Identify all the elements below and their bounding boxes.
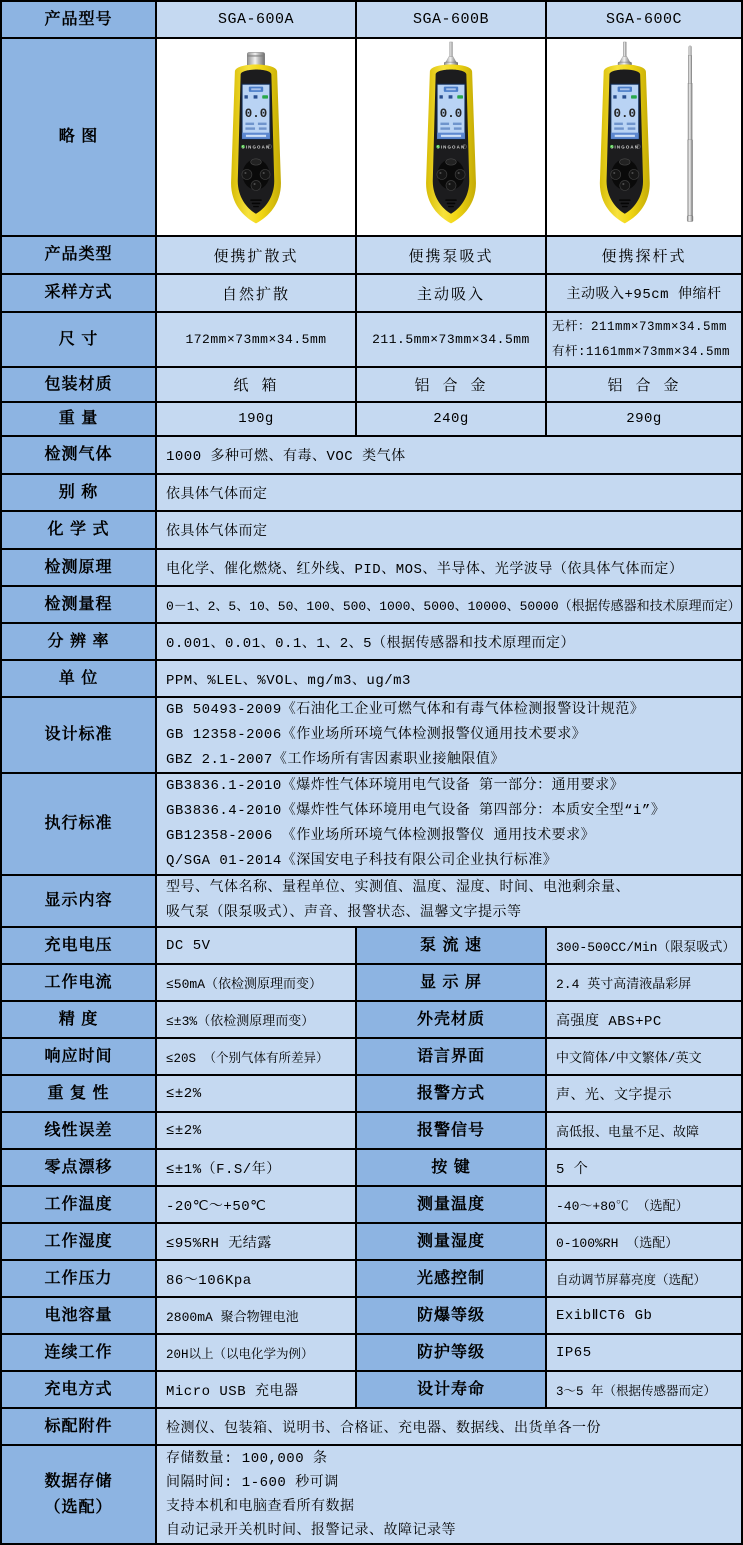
row-zero-drift-buttons [2, 1150, 743, 1187]
row-sampling-method [2, 275, 743, 313]
dimensions-c-with-rod: 有杆:1161mm×73mm×34.5mm [552, 344, 731, 359]
row-label-chemical-formula: 化 学 式 [2, 512, 157, 550]
display-content-line: 吸气泵（限泵吸式）、声音、报警状态、温馨文字提示等 [166, 905, 522, 921]
row-detection-principle [2, 550, 743, 587]
pump-flow-value: 300-500CC/Min（限泵吸式） [547, 928, 743, 965]
data-storage-line: 间隔时间: 1-600 秒可调 [166, 1474, 339, 1491]
row-label-measuring-humidity: 测量湿度 [357, 1224, 547, 1261]
row-accuracy-shell-material [2, 1002, 743, 1039]
display-content-line: 型号、气体名称、量程单位、实测值、温度、湿度、时间、电池剩余量、 [166, 880, 630, 896]
device-b-image [392, 41, 510, 233]
row-label-battery-capacity: 电池容量 [2, 1298, 157, 1335]
row-label-data-storage [2, 1446, 157, 1545]
row-label-design-standard: 设计标准 [2, 698, 157, 774]
row-display-content [2, 876, 743, 928]
execution-standard-line: Q/SGA 01-2014《深国安电子科技有限公司企业执行标准》 [166, 853, 558, 869]
device-a-brand: SINGOAN [241, 144, 271, 150]
row-detection-range [2, 587, 743, 624]
measuring-humidity-value: 0-100%RH （选配） [547, 1224, 743, 1261]
row-alias [2, 475, 743, 512]
detection-range-value: 0－1、2、5、10、50、100、500、1000、5000、10000、50000（根据传感器和技术原理而定） [157, 587, 743, 624]
execution-standard-line: GB3836.1-2010《爆炸性气体环境用电气设备 第一部分：通用要求》 [166, 778, 625, 794]
row-label-shell-material: 外壳材质 [357, 1002, 547, 1039]
row-execution-standard [2, 774, 743, 876]
row-label-detection-principle: 检测原理 [2, 550, 157, 587]
accuracy-value: ≤±3%（依检测原理而变） [157, 1002, 357, 1039]
row-label-working-pressure: 工作压力 [2, 1261, 157, 1298]
row-chemical-formula [2, 512, 743, 550]
row-label-buttons: 按 键 [357, 1150, 547, 1187]
device-b-screen-value: 0.0 [439, 106, 463, 121]
sampling-c: 主动吸入+95cm 伸缩杆 [547, 275, 743, 313]
shell-material-value: 高强度 ABS+PC [547, 1002, 743, 1039]
resolution-value: 0.001、0.01、0.1、1、2、5（根据传感器和技术原理而定） [157, 624, 743, 661]
row-label-alarm-mode: 报警方式 [357, 1076, 547, 1113]
device-c-brand: SINGOAN [610, 144, 640, 150]
row-detected-gas [2, 437, 743, 475]
row-label-explosion-proof-rating: 防爆等级 [357, 1298, 547, 1335]
row-battery-capacity-explosion-proof [2, 1298, 743, 1335]
product-type-c: 便携探杆式 [547, 237, 743, 275]
sketch-cell-c [547, 39, 743, 237]
row-packaging-material [2, 368, 743, 403]
explosion-proof-rating-value: ExibⅡCT6 Gb [547, 1298, 743, 1335]
row-label-zero-drift: 零点漂移 [2, 1150, 157, 1187]
row-label-linearity-error: 线性误差 [2, 1113, 157, 1150]
row-label-charging-voltage: 充电电压 [2, 928, 157, 965]
data-storage-line: 自动记录开关机时间、报警记录、故障记录等 [166, 1522, 456, 1539]
device-b-brand: SINGOAN [436, 144, 466, 150]
row-label-display-screen: 显 示 屏 [357, 965, 547, 1002]
row-label-resolution: 分 辨 率 [2, 624, 157, 661]
row-product-type [2, 237, 743, 275]
weight-c: 290g [547, 403, 743, 437]
unit-value: PPM、%LEL、%VOL、mg/m3、ug/m3 [157, 661, 743, 698]
charging-method-value: Micro USB 充电器 [157, 1372, 357, 1409]
row-working-temp-measuring-temp [2, 1187, 743, 1224]
weight-a: 190g [157, 403, 357, 437]
product-type-b: 便携泵吸式 [357, 237, 547, 275]
row-linearity-alarm-signal [2, 1113, 743, 1150]
row-resolution [2, 624, 743, 661]
row-label-pump-flow: 泵 流 速 [357, 928, 547, 965]
alarm-mode-value: 声、光、文字提示 [547, 1076, 743, 1113]
buttons-value: 5 个 [547, 1150, 743, 1187]
sketch-cell-b [357, 39, 547, 237]
row-label-measuring-temperature: 测量温度 [357, 1187, 547, 1224]
working-current-value: ≤50mA（依检测原理而变） [157, 965, 357, 1002]
row-working-pressure-light-control [2, 1261, 743, 1298]
display-content-value [157, 876, 743, 928]
row-weight [2, 403, 743, 437]
row-data-storage [2, 1446, 743, 1545]
linearity-error-value: ≤±2% [157, 1113, 357, 1150]
row-label-weight: 重 量 [2, 403, 157, 437]
packaging-a: 纸 箱 [157, 368, 357, 403]
row-design-standard [2, 698, 743, 774]
response-time-value: ≤20S （个别气体有所差异） [157, 1039, 357, 1076]
model-c-header: SGA-600C [547, 2, 743, 39]
row-label-working-temperature: 工作温度 [2, 1187, 157, 1224]
row-label-working-humidity: 工作湿度 [2, 1224, 157, 1261]
design-standard-line: GB 12358-2006《作业场所环境气体检测报警仪通用技术要求》 [166, 726, 587, 743]
model-b-header: SGA-600B [357, 2, 547, 39]
row-label-alias: 别 称 [2, 475, 157, 512]
protection-rating-value: IP65 [547, 1335, 743, 1372]
row-label-product-type: 产品类型 [2, 237, 157, 275]
row-label-dimensions: 尺 寸 [2, 313, 157, 368]
charging-voltage-value: DC 5V [157, 928, 357, 965]
sampling-a: 自然扩散 [157, 275, 357, 313]
model-a-header: SGA-600A [157, 2, 357, 39]
row-dimensions [2, 313, 743, 368]
device-a-image [197, 41, 315, 233]
accessories-value: 检测仪、包装箱、说明书、合格证、充电器、数据线、出货单各一份 [157, 1409, 743, 1446]
row-sketch [2, 39, 743, 237]
row-label-detection-range: 检测量程 [2, 587, 157, 624]
data-storage-label-line: 数据存储 [44, 1472, 113, 1490]
working-humidity-value: ≤95%RH 无结露 [157, 1224, 357, 1261]
packaging-b: 铝 合 金 [357, 368, 547, 403]
dimensions-c [547, 313, 743, 368]
row-label-light-control: 光感控制 [357, 1261, 547, 1298]
continuous-working-value: 20H以上（以电化学为例） [157, 1335, 357, 1372]
sketch-cell-a [157, 39, 357, 237]
row-working-current-display-screen [2, 965, 743, 1002]
row-label-response-time: 响应时间 [2, 1039, 157, 1076]
row-label-unit: 单 位 [2, 661, 157, 698]
measuring-temperature-value: -40～+80℃ （选配） [547, 1187, 743, 1224]
data-storage-value [157, 1446, 743, 1545]
execution-standard-value [157, 774, 743, 876]
row-charging-voltage-pump-flow [2, 928, 743, 965]
row-label-design-life: 设计寿命 [357, 1372, 547, 1409]
execution-standard-line: GB12358-2006 《作业场所环境气体检测报警仪 通用技术要求》 [166, 828, 596, 844]
row-label-execution-standard: 执行标准 [2, 774, 157, 876]
data-storage-label-line: （选配） [44, 1498, 113, 1516]
sampling-b: 主动吸入 [357, 275, 547, 313]
dimensions-c-no-rod: 无杆：211mm×73mm×34.5mm [552, 319, 728, 334]
row-repeatability-alarm-mode [2, 1076, 743, 1113]
row-label-packaging-material: 包装材质 [2, 368, 157, 403]
repeatability-value: ≤±2% [157, 1076, 357, 1113]
detection-principle-value: 电化学、催化燃烧、红外线、PID、MOS、半导体、光学波导（依具体气体而定） [157, 550, 743, 587]
row-label-display-content: 显示内容 [2, 876, 157, 928]
row-label-accuracy: 精 度 [2, 1002, 157, 1039]
chemical-formula-value: 依具体气体而定 [157, 512, 743, 550]
row-label-product-model: 产品型号 [2, 2, 157, 39]
design-life-value: 3～5 年（根据传感器而定） [547, 1372, 743, 1409]
alias-value: 依具体气体而定 [157, 475, 743, 512]
row-label-repeatability: 重 复 性 [2, 1076, 157, 1113]
row-label-protection-rating: 防护等级 [357, 1335, 547, 1372]
alarm-signal-value: 高低报、电量不足、故障 [547, 1113, 743, 1150]
detected-gas-value: 1000 多种可燃、有毒、VOC 类气体 [157, 437, 743, 475]
row-label-working-current: 工作电流 [2, 965, 157, 1002]
weight-b: 240g [357, 403, 547, 437]
row-continuous-working-protection-rating [2, 1335, 743, 1372]
data-storage-line: 存储数量: 100,000 条 [166, 1450, 328, 1467]
device-a-screen-value: 0.0 [244, 106, 268, 121]
row-label-accessories: 标配附件 [2, 1409, 157, 1446]
row-response-time-language [2, 1039, 743, 1076]
row-working-humidity-measuring-humidity [2, 1224, 743, 1261]
data-storage-line: 支持本机和电脑查看所有数据 [166, 1498, 355, 1515]
display-screen-value: 2.4 英寸高清液晶彩屏 [547, 965, 743, 1002]
design-standard-line: GBZ 2.1-2007《工作场所有害因素职业接触限值》 [166, 751, 505, 768]
light-control-value: 自动调节屏幕亮度（选配） [547, 1261, 743, 1298]
row-label-charging-method: 充电方式 [2, 1372, 157, 1409]
row-label-detected-gas: 检测气体 [2, 437, 157, 475]
dimensions-a: 172mm×73mm×34.5mm [157, 313, 357, 368]
row-accessories [2, 1409, 743, 1446]
working-pressure-value: 86～106Kpa [157, 1261, 357, 1298]
telescopic-rod-image [687, 46, 693, 222]
working-temperature-value: -20℃～+50℃ [157, 1187, 357, 1224]
row-label-alarm-signal: 报警信号 [357, 1113, 547, 1150]
row-label-sampling-method: 采样方式 [2, 275, 157, 313]
row-label-sketch: 略 图 [2, 39, 157, 237]
row-product-model [2, 2, 743, 39]
row-unit [2, 661, 743, 698]
design-standard-value [157, 698, 743, 774]
device-c-screen-value: 0.0 [613, 106, 637, 121]
product-type-a: 便携扩散式 [157, 237, 357, 275]
device-c-image [564, 41, 724, 233]
design-standard-line: GB 50493-2009《石油化工企业可燃气体和有毒气体检测报警设计规范》 [166, 701, 645, 718]
row-label-continuous-working: 连续工作 [2, 1335, 157, 1372]
row-label-language: 语言界面 [357, 1039, 547, 1076]
packaging-c: 铝 合 金 [547, 368, 743, 403]
row-charging-method-design-life [2, 1372, 743, 1409]
zero-drift-value: ≤±1%（F.S/年） [157, 1150, 357, 1187]
execution-standard-line: GB3836.4-2010《爆炸性气体环境用电气设备 第四部分：本质安全型“i”》 [166, 803, 666, 819]
dimensions-b: 211.5mm×73mm×34.5mm [357, 313, 547, 368]
language-value: 中文简体/中文繁体/英文 [547, 1039, 743, 1076]
battery-capacity-value: 2800mA 聚合物锂电池 [157, 1298, 357, 1335]
